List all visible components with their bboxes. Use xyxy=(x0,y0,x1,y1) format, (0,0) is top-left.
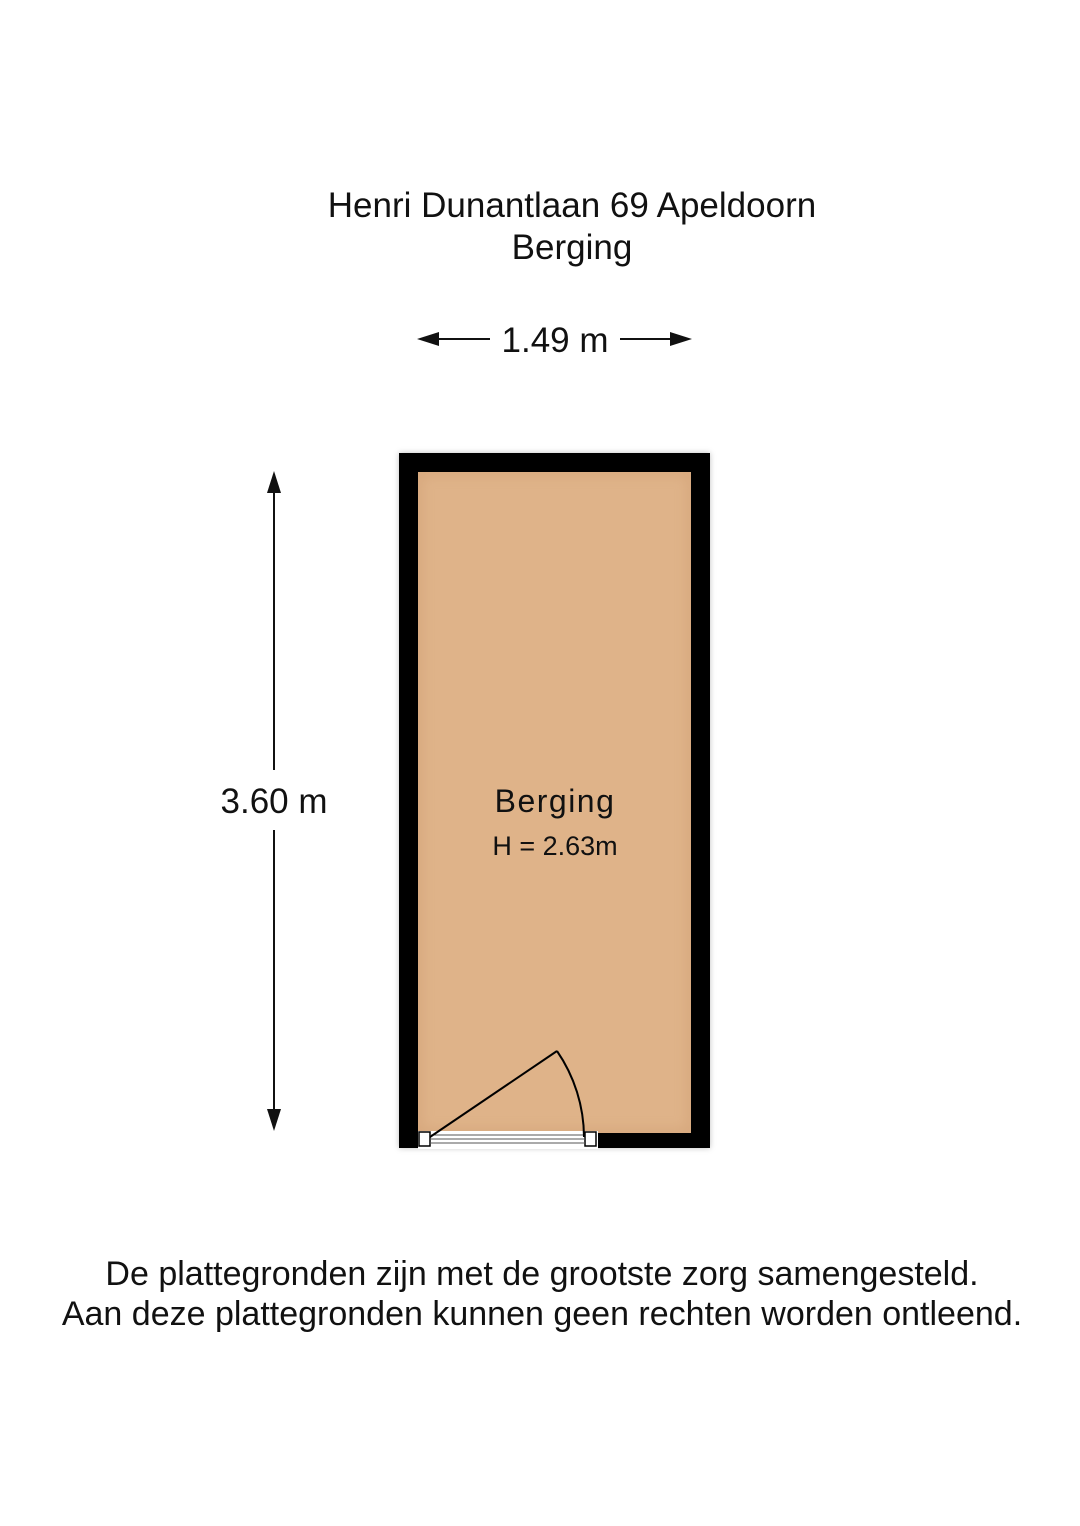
disclaimer-line-1: De plattegronden zijn met de grootste zorg samengesteld. xyxy=(105,1255,979,1293)
width-dimension-label: 1.49 m xyxy=(501,321,609,360)
arrow-left-icon xyxy=(417,332,439,346)
width-dimension xyxy=(417,321,692,360)
room-name-label: Berging xyxy=(494,783,616,819)
arrow-right-icon xyxy=(670,332,692,346)
arrow-down-icon xyxy=(267,1109,281,1131)
disclaimer-line-2: Aan deze plattegronden kunnen geen rechten worden ontleend. xyxy=(61,1295,1023,1333)
room-height-label: H = 2.63m xyxy=(492,831,618,861)
plan-address: Henri Dunantlaan 69 Apeldoorn xyxy=(327,186,817,225)
depth-dimension-label: 3.60 m xyxy=(220,782,328,821)
door-jamb-left xyxy=(419,1132,430,1146)
door-opening xyxy=(418,1131,598,1149)
depth-dimension xyxy=(221,471,328,1131)
plan-subtitle: Berging xyxy=(511,228,633,267)
door-jamb-right xyxy=(585,1132,596,1146)
arrow-up-icon xyxy=(267,471,281,493)
room-berging xyxy=(399,453,710,1149)
